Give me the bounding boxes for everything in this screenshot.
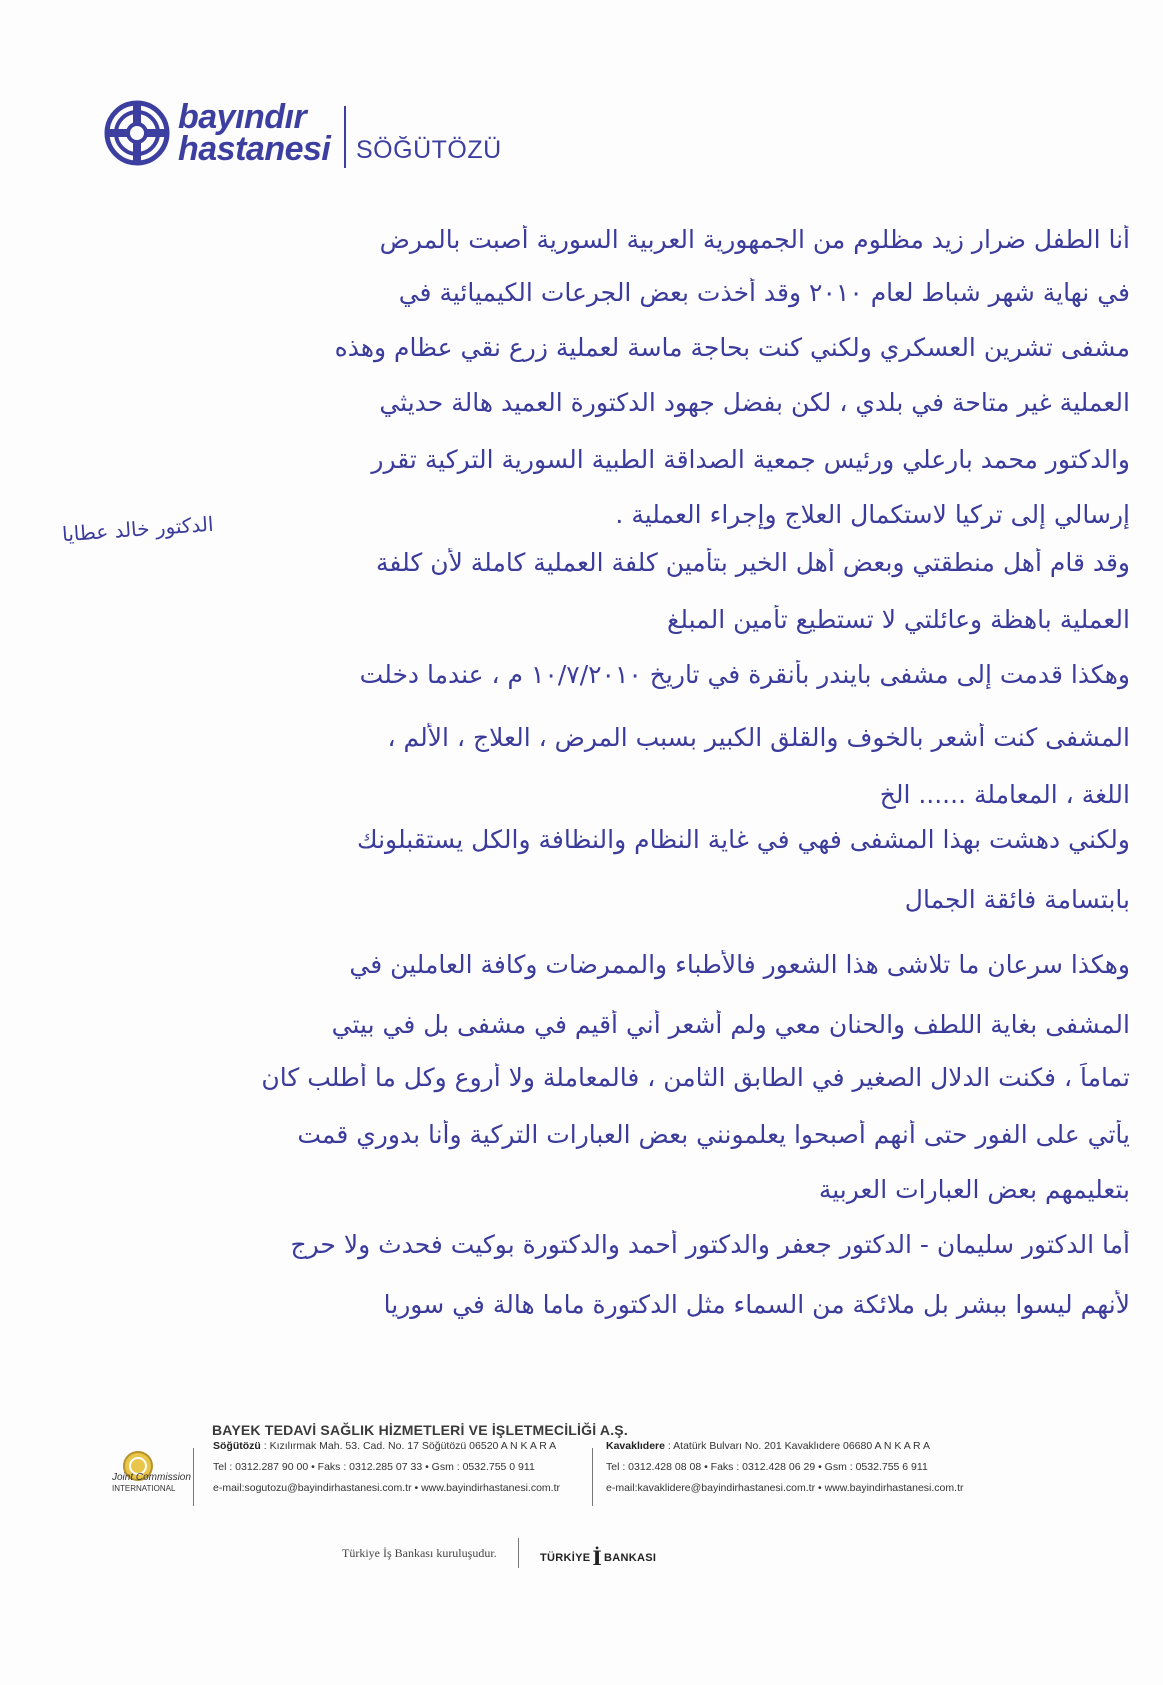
hospital-emblem-icon [104, 100, 170, 166]
letter-line: والدكتور محمد بارعلي ورئيس جمعية الصداقة الطبية السورية التركية تقرر [371, 445, 1130, 474]
branch-web: e-mail:sogutozu@bayindirhastanesi.com.tr • www.bayindirhastanesi.com.tr [213, 1482, 560, 1494]
letter-line: اللغة ، المعاملة ...... الخ [879, 780, 1130, 809]
logo-divider [344, 106, 346, 168]
letter-line: مشفى تشرين العسكري ولكني كنت بحاجة ماسة لعملية زرع نقي عظام وهذه [334, 333, 1130, 362]
accreditation-label: Joint Commission [112, 1472, 191, 1483]
branch-web: e-mail:kavaklidere@bayindirhastanesi.com.tr • www.bayindirhastanesi.com.tr [606, 1482, 964, 1494]
bank-affiliation-note: Türkiye İş Bankası kuruluşudur. [342, 1546, 497, 1560]
letter-line: ولكني دهشت بهذا المشفى فهي في غاية النظام والنظافة والكل يستقبلونك [357, 825, 1130, 854]
letter-line: بابتسامة فائقة الجمال [904, 885, 1130, 914]
letter-line: لأنهم ليسوا ببشر بل ملائكة من السماء مثل الدكتورة ماما هالة في سوريا [383, 1290, 1130, 1319]
margin-annotation: الدكتور خالد عطايا [61, 511, 215, 547]
branch-name: SÖĞÜTÖZÜ [356, 136, 502, 164]
letter-line: يأتي على الفور حتى أنهم أصبحوا يعلمونني بعض العبارات التركية وأنا بدوري قمت [297, 1120, 1130, 1149]
address-kavaklidere [606, 1436, 963, 1499]
brand-name-line1: bayındır [178, 98, 307, 136]
footer-divider [592, 1448, 593, 1506]
footer-divider [193, 1448, 194, 1506]
letter-line: تماماً ، فكنت الدلال الصغير في الطابق الثامن ، فالمعاملة ولا أروع وكل ما أطلب كان [261, 1063, 1130, 1092]
branch-label: Söğütözü [213, 1440, 261, 1452]
footer-divider [518, 1538, 519, 1568]
letter-line: المشفى كنت أشعر بالخوف والقلق الكبير بسبب المرض ، العلاج ، الألم ، [387, 723, 1130, 752]
bank-logo-mark: İ [592, 1546, 603, 1570]
letter-line: إرسالي إلى تركيا لاستكمال العلاج وإجراء العملية . [615, 500, 1130, 529]
bank-logo-right: BANKASI [604, 1552, 657, 1564]
branch-phones: Tel : 0312.428 08 08 • Faks : 0312.428 06 29 • Gsm : 0532.755 6 911 [606, 1461, 928, 1473]
letter-line: المشفى بغاية اللطف والحنان معي ولم أشعر أني أقيم في مشفى بل في بيتي [331, 1010, 1130, 1039]
bank-logo-left: TÜRKİYE [540, 1552, 591, 1564]
letter-line: العملية باهظة وعائلتي لا تستطيع تأمين المبلغ [667, 605, 1130, 634]
letter-line: وقد قام أهل منطقتي وبعض أهل الخير بتأمين كلفة العملية كاملة لأن كلفة [376, 548, 1130, 577]
hospital-logo [104, 100, 534, 180]
letter-line: وهكذا قدمت إلى مشفى بايندر بأنقرة في تاريخ ١٠/٧/٢٠١٠ م ، عندما دخلت [359, 660, 1130, 689]
letter-line: أنا الطفل ضرار زيد مظلوم من الجمهورية العربية السورية أصبت بالمرض [379, 225, 1130, 254]
letter-line: العملية غير متاحة في بلدي ، لكن بفضل جهود الدكتورة العميد هالة حديثي [379, 388, 1130, 417]
branch-phones: Tel : 0312.287 90 00 • Faks : 0312.285 07 33 • Gsm : 0532.755 0 911 [213, 1461, 535, 1473]
bank-logo [540, 1546, 656, 1570]
accreditation-sublabel: INTERNATIONAL [112, 1484, 176, 1493]
branch-address: : Atatürk Bulvarı No. 201 Kavaklıdere 06680 A N K A R A [667, 1440, 930, 1452]
brand-name-line2: hastanesi [178, 130, 331, 168]
letter-line: وهكذا سرعان ما تلاشى هذا الشعور فالأطباء والممرضات وكافة العاملين في [349, 950, 1130, 979]
branch-address: : Kızılırmak Mah. 53. Cad. No. 17 Söğütözü 06520 A N K A R A [263, 1440, 557, 1452]
letter-line: في نهاية شهر شباط لعام ٢٠١٠ وقد أخذت بعض الجرعات الكيميائية في [398, 278, 1130, 307]
branch-label: Kavaklıdere [606, 1440, 665, 1452]
letter-line: أما الدكتور سليمان - الدكتور جعفر والدكتور أحمد والدكتورة بوكيت فحدث ولا حرج [290, 1230, 1130, 1259]
letterhead-footer [0, 1410, 1163, 1600]
letter-line: بتعليمهم بعض العبارات العربية [818, 1175, 1130, 1204]
address-sogutozu [213, 1436, 560, 1499]
company-name: BAYEK TEDAVİ SAĞLIK HİZMETLERİ VE İŞLETMECİLİĞİ A.Ş. [212, 1422, 628, 1438]
